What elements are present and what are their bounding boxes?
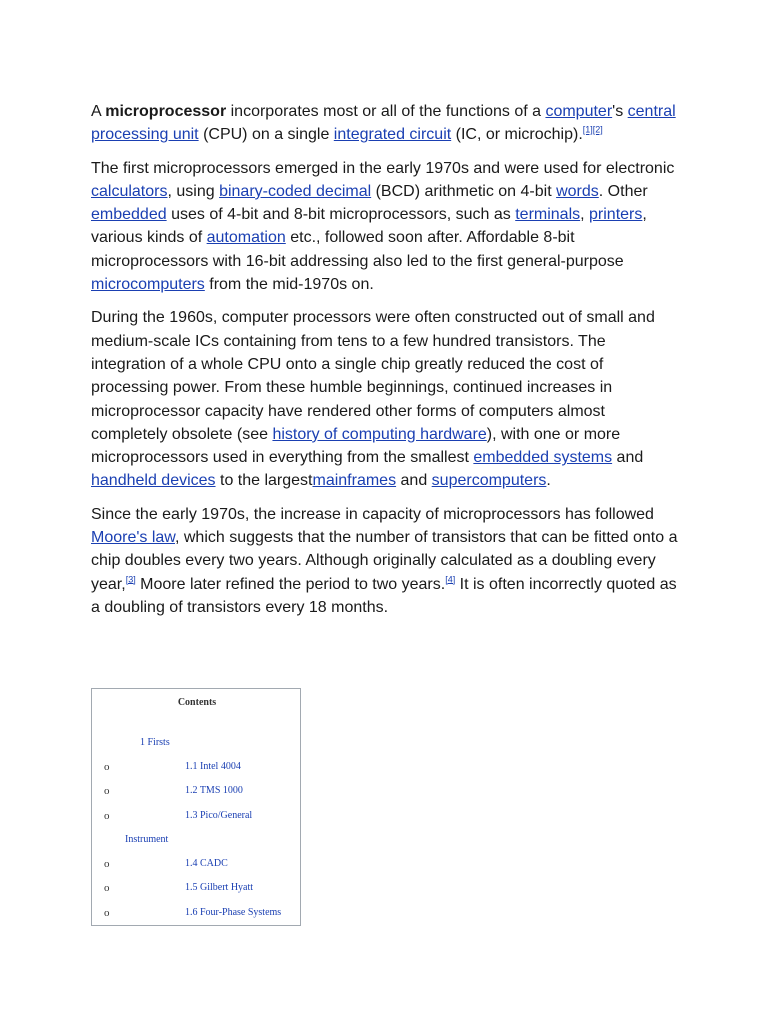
link-calculators[interactable]: calculators (91, 182, 168, 200)
toc-item-label[interactable]: 1.3 Pico/General (185, 810, 253, 821)
link-central-processing-unit[interactable]: central processing unit (91, 103, 676, 144)
text-run: . (546, 472, 551, 490)
toc-item-label[interactable]: 1.1 Intel 4004 (185, 761, 241, 772)
text-run: ), with one or more microprocessors used in everything from the smallest (91, 425, 621, 467)
toc-item-label[interactable]: 1.6 Four-Phase Systems (185, 907, 282, 918)
link-binary-coded-decimal[interactable]: binary-coded decimal (219, 182, 372, 200)
table-of-contents (91, 688, 301, 926)
link-words[interactable]: words (556, 182, 599, 200)
bullet-icon: o (104, 761, 110, 773)
toc-item[interactable] (92, 907, 302, 921)
text-run: . Other (598, 182, 648, 200)
link-microcomputers[interactable]: microcomputers (91, 276, 205, 294)
text-run: uses of 4-bit and 8-bit microprocessors, such as (166, 206, 516, 224)
link-mainframes[interactable]: mainframes (312, 472, 397, 490)
link-printers[interactable]: printers (589, 206, 643, 224)
bold-term: microprocessor (105, 103, 227, 120)
text-run: (CPU) on a single (198, 126, 334, 144)
toc-item-label[interactable]: Instrument (125, 834, 169, 845)
link-automation[interactable]: automation (206, 229, 286, 247)
toc-item-label[interactable]: 1.4 CADC (185, 858, 228, 869)
text-run: incorporates most or all of the functions of a (226, 103, 546, 120)
citation-3[interactable]: [3] (125, 574, 136, 585)
text-run: (BCD) arithmetic on 4-bit (371, 182, 557, 200)
text-run: It is often incorrectly quoted as a doubling of transistors every 18 months. (91, 575, 677, 616)
toc-item[interactable] (92, 785, 302, 799)
text-run: Moore later refined the period to two years. (135, 575, 446, 593)
link-embedded-systems[interactable]: embedded systems (473, 449, 613, 467)
link-history-of-computing-hardware[interactable]: history of computing hardware (272, 425, 487, 443)
moores-law-paragraph (91, 503, 681, 619)
article-body (91, 100, 681, 629)
text-run: (IC, or microchip). (451, 126, 583, 144)
text-run: Since the early 1970s, the increase in capacity of microprocessors has followed (91, 505, 654, 523)
text-run: from the mid-1970s on. (204, 276, 374, 294)
link-moores-law[interactable]: Moore's law (91, 529, 175, 547)
text-run: , using (167, 182, 220, 200)
text-run: 's (612, 103, 628, 120)
toc-item-label[interactable]: 1 Firsts (140, 737, 170, 748)
toc-item-continuation[interactable] (92, 834, 302, 848)
text-run: , (580, 206, 590, 224)
bullet-icon: o (104, 785, 110, 797)
bullet-icon: o (104, 907, 110, 919)
bullet-icon: o (104, 810, 110, 822)
toc-item-label[interactable]: 1.5 Gilbert Hyatt (185, 882, 254, 893)
toc-item[interactable] (92, 810, 302, 824)
intro-paragraph (91, 100, 681, 147)
citation-4[interactable]: [4] (445, 574, 456, 585)
link-integrated-circuit[interactable]: integrated circuit (333, 126, 452, 144)
bullet-icon: o (104, 882, 110, 894)
citation-2[interactable]: [2] (592, 124, 603, 135)
text-run: etc., followed soon after. Affordable 8-bit microprocessors with 16-bit addressing also led to the first general-purpose (91, 229, 624, 270)
toc-item-label[interactable]: 1.2 TMS 1000 (185, 785, 243, 796)
text-run: and (612, 449, 644, 467)
history-paragraph (91, 157, 681, 297)
text-run: The first microprocessors emerged in the early 1970s and were used for electronic (91, 159, 675, 177)
link-supercomputers[interactable]: supercomputers (431, 472, 547, 490)
link-terminals[interactable]: terminals (515, 206, 581, 224)
text-run: During the 1960s, computer processors were often constructed out of small and medium-scale ICs containing from tens to a few hundred transistors. The integration of a whole CPU onto a single chip greatly reduced the cost of processing power. From these humble beginnings, continued increases in microprocessor capacity have rendered other forms of computers almost completely obsolete (see (91, 309, 655, 443)
text-run: , which suggests that the number of transistors that can be fitted onto a chip doubles every two years. Although originally calculated as a doubling every year, (91, 529, 678, 593)
toc-item[interactable] (92, 882, 302, 896)
toc-item[interactable] (92, 858, 302, 872)
integration-paragraph (91, 306, 681, 492)
toc-item[interactable] (92, 761, 302, 775)
text-run: A (91, 103, 106, 120)
toc-title: Contents (177, 697, 217, 708)
text-run: , various kinds of (91, 206, 647, 247)
toc-item[interactable] (92, 737, 302, 751)
link-handheld-devices[interactable]: handheld devices (91, 472, 216, 490)
text-run: to the largest (215, 472, 313, 490)
link-computer[interactable]: computer (545, 103, 613, 120)
link-embedded[interactable]: embedded (91, 206, 167, 224)
citation-1[interactable]: [1] (582, 124, 593, 135)
text-run: and (396, 472, 432, 490)
bullet-icon: o (104, 858, 110, 870)
